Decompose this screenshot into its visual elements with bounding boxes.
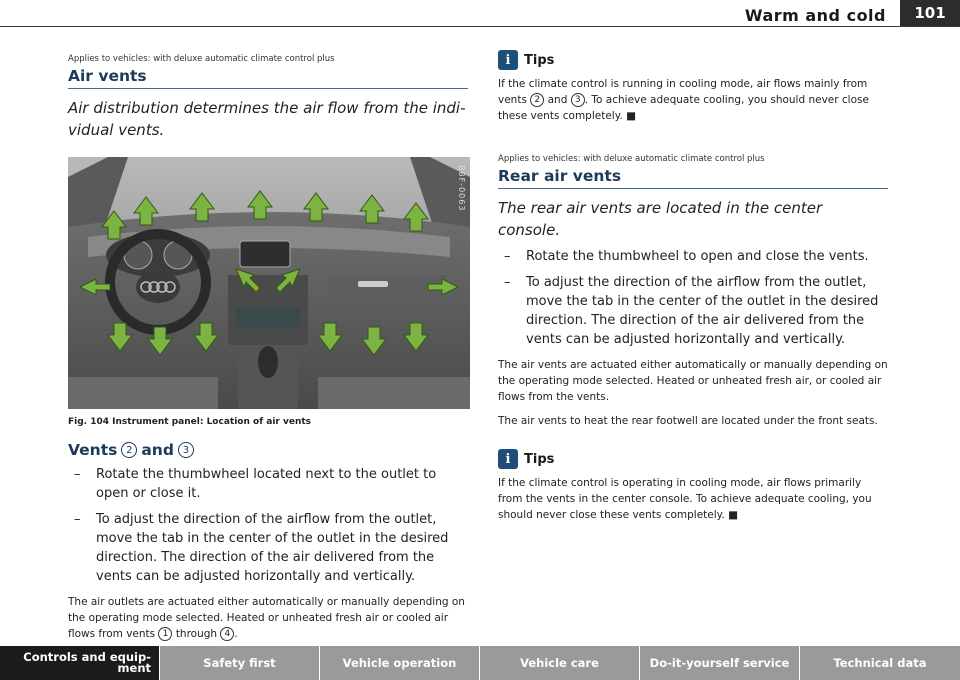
figure-caption: Fig. 104 Instrument panel: Location of air vents	[68, 417, 312, 427]
right-column	[498, 0, 888, 523]
dashboard-illustration	[68, 157, 470, 409]
info-icon: i	[498, 50, 518, 70]
body-paragraph: The air outlets are actuated either automatically or manually depending on the operating mode selected. Heated or unheated fresh air or cooled air flows from vents 1 through 4 .	[68, 596, 465, 640]
chapter-title: Warm and cold	[744, 6, 886, 25]
nav-tab-vehicle-operation[interactable]: Vehicle operation	[320, 646, 480, 680]
nav-tab-controls[interactable]: Controls and equip-ment	[0, 646, 160, 680]
applies-note: Applies to vehicles: with deluxe automatic climate control plus	[498, 154, 765, 164]
vent-number-badge: 1	[158, 627, 172, 641]
vent-number-badge: 4	[220, 627, 234, 641]
info-icon: i	[498, 449, 518, 469]
page-number: 101	[900, 0, 960, 26]
end-mark: ■	[626, 110, 637, 122]
tips-header: i Tips	[498, 50, 888, 70]
list-item: – Rotate the thumbwheel to open and close the vents.	[498, 247, 888, 266]
tips-text: If the climate control is operating in cooling mode, air flows primarily from the vents in the center console. To achieve adequate cooling, you should never close these vents completely. ■	[498, 477, 872, 521]
tips-text: If the climate control is running in cooling mode, air flows mainly from vents 2 and 3 . To achieve adequate cooling, you should never close these vents completely. ■	[498, 78, 869, 122]
nav-tab-diy-service[interactable]: Do-it-yourself service	[640, 646, 800, 680]
list-item: – To adjust the direction of the airflow from the outlet, move the tab in the center of the outlet in the desired direction. The direction of the air delivered from the vents can be adjusted horizontally and vertically.	[68, 510, 468, 586]
section-lead: Air distribution determines the air flow from the indi-vidual vents.	[68, 99, 466, 139]
tips-header: i Tips	[498, 449, 888, 469]
body-paragraph: The air vents to heat the rear footwell are located under the front seats.	[498, 415, 878, 427]
vent-number-badge: 3	[571, 93, 585, 107]
nav-tab-safety[interactable]: Safety first	[160, 646, 320, 680]
subheading-vents-2-3: Vents 2 and 3	[68, 441, 468, 459]
applies-note: Applies to vehicles: with deluxe automatic climate control plus	[68, 54, 335, 64]
nav-tab-vehicle-care[interactable]: Vehicle care	[480, 646, 640, 680]
body-paragraph: The air vents are actuated either automatically or manually depending on the operating mode selected. Heated or unheated fresh air, or cooled air flows from the vents.	[498, 359, 888, 403]
list-item: – Rotate the thumbwheel located next to the outlet to open or close it.	[68, 465, 468, 503]
footer-nav	[0, 646, 960, 680]
section-heading-air-vents: Air vents	[68, 67, 468, 89]
end-mark: ■	[728, 509, 738, 521]
instrument-panel-figure	[68, 157, 470, 409]
vent-number-badge: 3	[178, 442, 194, 458]
nav-tab-technical-data[interactable]: Technical data	[800, 646, 960, 680]
left-column	[68, 0, 468, 642]
instruction-list	[68, 465, 468, 586]
section-heading-rear-air-vents: Rear air vents	[498, 167, 888, 189]
figure-code: B8F-0063	[457, 165, 466, 212]
section-lead: The rear air vents are located in the center console.	[498, 199, 823, 239]
vent-number-badge: 2	[121, 442, 137, 458]
vent-number-badge: 2	[530, 93, 544, 107]
instruction-list	[498, 247, 888, 349]
list-item: – To adjust the direction of the airflow from the outlet, move the tab in the center of the outlet in the desired direction. The direction of the air delivered from the vents can be adjusted horizontally and vertically.	[498, 273, 888, 349]
